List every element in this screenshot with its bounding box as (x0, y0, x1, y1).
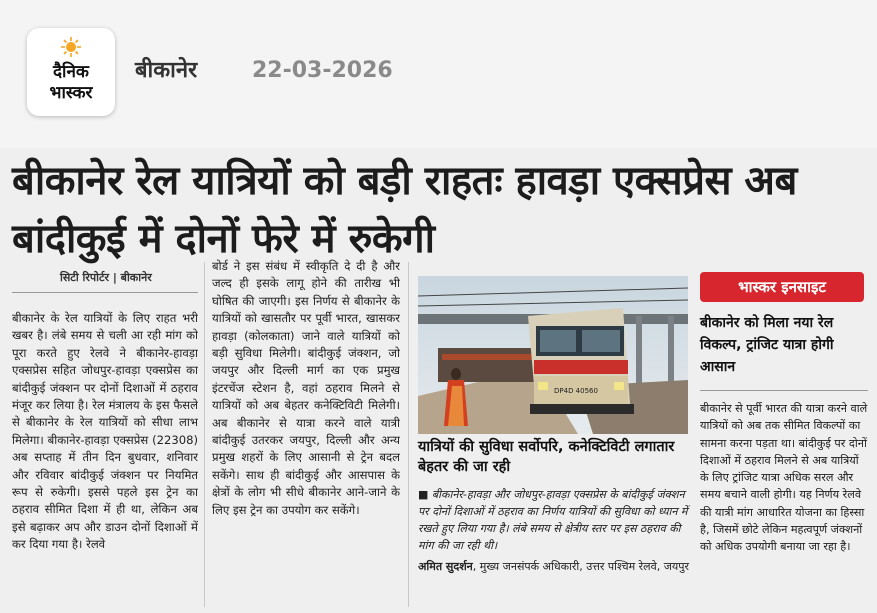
engine-number-plate: DP4D 40560 (554, 387, 598, 395)
insight-divider (700, 390, 868, 391)
byline: सिटी रिपोर्टर | बीकानेर (60, 271, 152, 284)
edition-date: 22-03-2026 (252, 58, 393, 83)
column-divider (204, 262, 205, 607)
article-column-1: बीकानेर के रेल यात्रियों के लिए राहत भरी खबर है। लंबे समय से चली आ रही मांग को पूरा करते हुए रेलवे ने बीकानेर-हावड़ा एक्सप्रेस सहित जोधपुर-हावड़ा एक्सप्रेस का बांदीकुई जंक्शन पर दोनों दिशाओं में ठहराव मंजूर कर लिया है। रेल मंत्रालय के इस फैसले से बीकानेर के रेल यात्रियों को सीधा लाभ मिलेगा। बीकानेर-हावड़ा एक्सप्रेस (22308) अब सप्ताह में तीन दिन बुधवार, शनिवार और रविवार बांदीकुई जंक्शन पर नियमित रूप से रुकेगी। इससे पहले इस ट्रेन का ठहराव सीमित दिशा में ही था, लेकिन अब इसे बढ़ाकर अप और डाउन दोनों दिशाओं में कर दिया गया है। रेलवे (12, 311, 198, 552)
article-column-2: बोर्ड ने इस संबंध में स्वीकृति दे दी है और जल्द ही इसके लागू होने की तारीख भी घोषित की जाएगी। इस निर्णय से बीकानेर के यात्रियों को खासतौर पर पूर्वी भारत, खासकर हावड़ा (कोलकाता) जाने वाले यात्रियों को बड़ी सुविधा मिलेगी। बांदीकुई जंक्शन, जो जयपुर और दिल्ली मार्ग का एक प्रमुख इंटरचेंज स्टेशन है, वहां ठहराव मिलने से यात्रियों को अब बेहतर कनेक्टिविटी मिलेगी। अब बीकानेर से यात्रा करने वाले यात्री बांदीकुई उतरकर जयपुर, दिल्ली और अन्य प्रमुख शहरों के लिए आसानी से ट्रेन बदल सकेंगे। साथ ही बांदीकुई और आसपास के क्षेत्रों के लोग भी सीधे बीकानेर आने-जाने के लिए इस ट्रेन का उपयोग कर सकेंगे। (212, 259, 400, 517)
sun-icon (61, 37, 81, 57)
bhaskar-insight-badge: भास्कर इनसाइट (700, 272, 864, 302)
official-designation: , मुख्य जनसंपर्क अधिकारी, उत्तर पश्चिम रेलवे, जयपुर (472, 560, 690, 573)
insight-body-text: बीकानेर से पूर्वी भारत की यात्रा करने वाले यात्रियों को अब तक सीमित विकल्पों का सामना करना पड़ता था। बांदीकुई पर दोनों दिशाओं में ठहराव मिलने से अब यात्रियों के लिए ट्रांजिट यात्रा अधिक सरल और समय बचाने वाली होगी। यह निर्णय रेलवे की यात्री मांग आधारित योजना का हिस्सा है, जिसमें छोटे लेकिन महत्वपूर्ण जंक्शनों को अधिक उपयोगी बनाया जा रहा है। (700, 402, 868, 554)
insight-headline: बीकानेर को मिला नया रेल विकल्प, ट्रांजिट यात्रा होगी आसान (700, 315, 834, 375)
edition-city: बीकानेर (135, 58, 198, 83)
train-illustration (418, 276, 688, 434)
article-headline: बीकानेर रेल यात्रियों को बड़ी राहतः हावड़ा एक्सप्रेस अब बांदीकुई में दोनों फेरे में रुकेगी (12, 158, 797, 262)
photo-caption-quote: ■ बीकानेर-हावड़ा और जोधपुर-हावड़ा एक्सप्रेस के बांदीकुई जंक्शन पर दोनों दिशाओं में ठहराव का निर्णय यात्रियों की सुविधा को ध्यान में रखते हुए लिया गया है। लंबे समय से क्षेत्रीय स्तर पर इस ठहराव की मांग की जा रही थी। (418, 488, 688, 552)
byline-divider (12, 292, 198, 293)
logo-text-line1: दैनिक (53, 62, 89, 82)
train-photo (418, 276, 688, 434)
column-divider (408, 262, 409, 607)
photo-caption-headline: यात्रियों की सुविधा सर्वोपरि, कनेक्टिविटी लगातार बेहतर की जा रही (418, 439, 675, 475)
logo-text-line2: भास्कर (49, 83, 93, 103)
dainik-bhaskar-logo[interactable] (27, 28, 115, 116)
official-name: अमित सुदर्शन (418, 560, 473, 573)
quote-attribution (418, 558, 690, 575)
